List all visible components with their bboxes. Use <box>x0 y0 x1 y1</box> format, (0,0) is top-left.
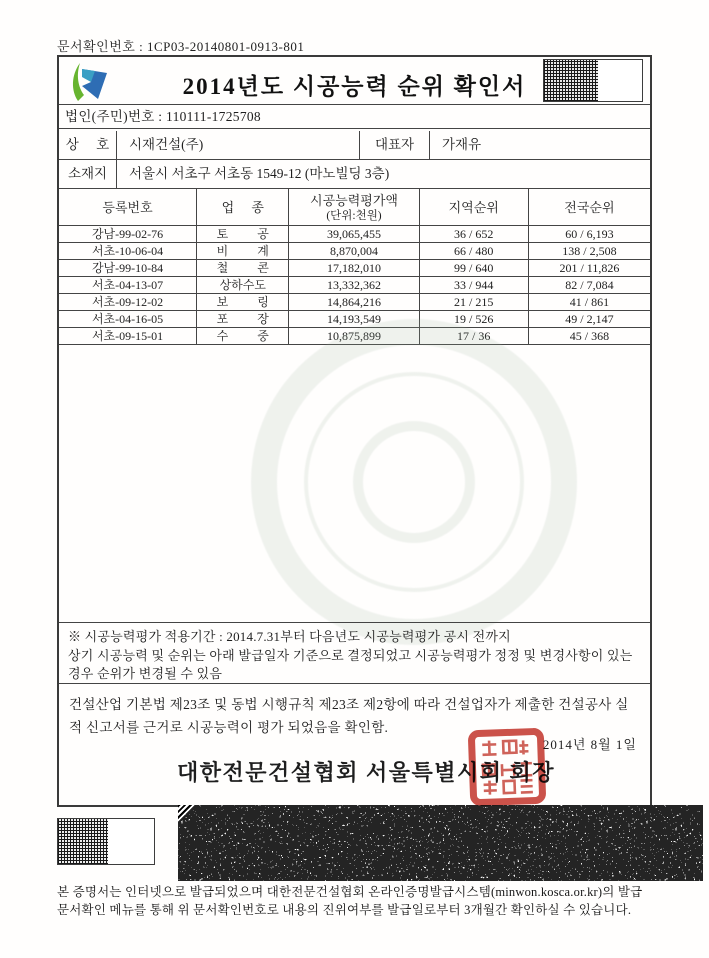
company-name: 시재건설(주) <box>117 131 360 159</box>
cell-registration-no: 서초-09-15-01 <box>59 328 197 344</box>
footer-line-1: 본 증명서는 인터넷으로 발급되었으며 대한전문건설협회 온라인증명발급시스템(minwon.kosca.or.kr)의 발급 <box>57 885 643 899</box>
cell-national-rank: 60 / 6,193 <box>565 226 614 241</box>
cell-regional-rank: 36 / 652 <box>420 226 529 242</box>
cell-regional-rank: 19 / 526 <box>420 311 529 327</box>
ceo-label: 대표자 <box>360 131 430 159</box>
cell-national-rank: 138 / 2,508 <box>562 243 617 258</box>
address-label: 소재지 <box>59 160 117 188</box>
cell-evaluation-amount: 14,864,216 <box>289 294 419 310</box>
capability-table <box>59 189 650 345</box>
note-line-2: 상기 시공능력 및 순위는 아래 발급일자 기준으로 결정되었고 시공능력평가 정정 및 변경사항이 있는 경우 순위가 변경될 수 있음 <box>68 647 633 681</box>
table-row <box>59 294 650 311</box>
cell-evaluation-amount: 17,182,010 <box>289 260 419 276</box>
cell-business-type: 토 공 <box>197 226 289 242</box>
table-row <box>59 243 650 260</box>
header-registration-no: 등록번호 <box>59 189 197 225</box>
address-value: 서울시 서초구 서초동 1549-12 (마노빌딩 3층) <box>129 165 390 181</box>
cell-evaluation-amount: 13,332,362 <box>289 277 419 293</box>
cell-national-rank: 49 / 2,147 <box>565 311 614 326</box>
capability-table-body <box>59 226 650 345</box>
cell-registration-no: 서초-04-13-07 <box>59 277 197 293</box>
cell-registration-no: 서초-04-16-05 <box>59 311 197 327</box>
cell-regional-rank: 99 / 640 <box>420 260 529 276</box>
cell-regional-rank: 17 / 36 <box>420 328 529 344</box>
bottom-left-barcode <box>57 818 155 865</box>
ceo-name: 가재유 <box>442 136 482 152</box>
company-row <box>59 131 650 160</box>
header-regional-rank: 지역순위 <box>420 189 529 225</box>
cell-regional-rank: 66 / 480 <box>420 243 529 259</box>
cell-national-rank: 82 / 7,084 <box>565 277 614 292</box>
cell-registration-no: 서초-10-06-04 <box>59 243 197 259</box>
table-row <box>59 226 650 243</box>
official-seal-stamp <box>467 727 548 808</box>
title-band <box>59 57 650 105</box>
cell-national-rank: 201 / 11,826 <box>559 260 620 275</box>
table-row <box>59 260 650 277</box>
table-row <box>59 311 650 328</box>
cell-national-rank: 45 / 368 <box>569 328 610 343</box>
table-row <box>59 277 650 294</box>
document-confirm-number: 문서확인번호 : 1CP03-20140801-0913-801 <box>57 39 305 54</box>
cell-evaluation-amount: 10,875,899 <box>289 328 419 344</box>
confirmation-statement: 건설산업 기본법 제23조 및 동법 시행규칙 제23조 제2항에 따라 건설업자가 제출한 건설공사 실적 신고서를 근거로 시공능력이 평가 되었음을 확인함. <box>69 697 629 735</box>
cell-business-type: 포 장 <box>197 311 289 327</box>
cell-business-type: 보 링 <box>197 294 289 310</box>
footer-verification-note <box>57 884 658 919</box>
corp-number-row: 법인(주민)번호 : 110111-1725708 <box>59 105 650 129</box>
note-line-1: ※ 시공능력평가 적용기간 : 2014.7.31부터 다음년도 시공능력평가 공시 전까지 <box>68 629 511 644</box>
cell-business-type: 수 중 <box>197 328 289 344</box>
cell-regional-rank: 33 / 944 <box>420 277 529 293</box>
cell-business-type: 철 콘 <box>197 260 289 276</box>
confirmation-box <box>59 683 650 807</box>
issuer-title: 대한전문건설협회 서울특별시회 회장 <box>177 760 556 785</box>
bottom-2d-barcode <box>178 805 703 881</box>
association-watermark <box>234 302 594 662</box>
top-right-barcode <box>543 59 643 102</box>
issue-date: 2014년 8월 1일 <box>542 737 637 752</box>
cell-evaluation-amount: 14,193,549 <box>289 311 419 327</box>
certificate-border-box <box>57 55 652 807</box>
cell-regional-rank: 21 / 215 <box>420 294 529 310</box>
cell-registration-no: 강남-99-10-84 <box>59 260 197 276</box>
cell-business-type: 비 계 <box>197 243 289 259</box>
capability-table-header <box>59 189 650 226</box>
footer-line-2: 문서확인 메뉴를 통해 위 문서확인번호로 내용의 진위여부를 발급일로부터 3개월간 확인하실 수 있습니다. <box>57 902 632 917</box>
cell-national-rank: 41 / 861 <box>569 294 610 309</box>
cell-registration-no: 서초-09-12-02 <box>59 294 197 310</box>
barcode-pattern <box>544 60 598 101</box>
cell-evaluation-amount: 39,065,455 <box>289 226 419 242</box>
cell-evaluation-amount: 8,870,004 <box>289 243 419 259</box>
notes-box <box>59 622 650 683</box>
barcode-pattern <box>58 819 108 864</box>
cell-business-type: 상하수도 <box>197 277 289 293</box>
company-label: 상 호 <box>59 131 117 159</box>
page-title: 2014년도 시공능력 순위 확인서 <box>182 74 527 99</box>
address-row <box>59 160 650 189</box>
cell-registration-no: 강남-99-02-76 <box>59 226 197 242</box>
header-business-type: 업 종 <box>197 189 289 225</box>
table-row <box>59 328 650 345</box>
header-evaluation-amount: 시공능력평가액 (단위:천원) <box>289 189 419 225</box>
header-national-rank: 전국순위 <box>564 200 615 215</box>
